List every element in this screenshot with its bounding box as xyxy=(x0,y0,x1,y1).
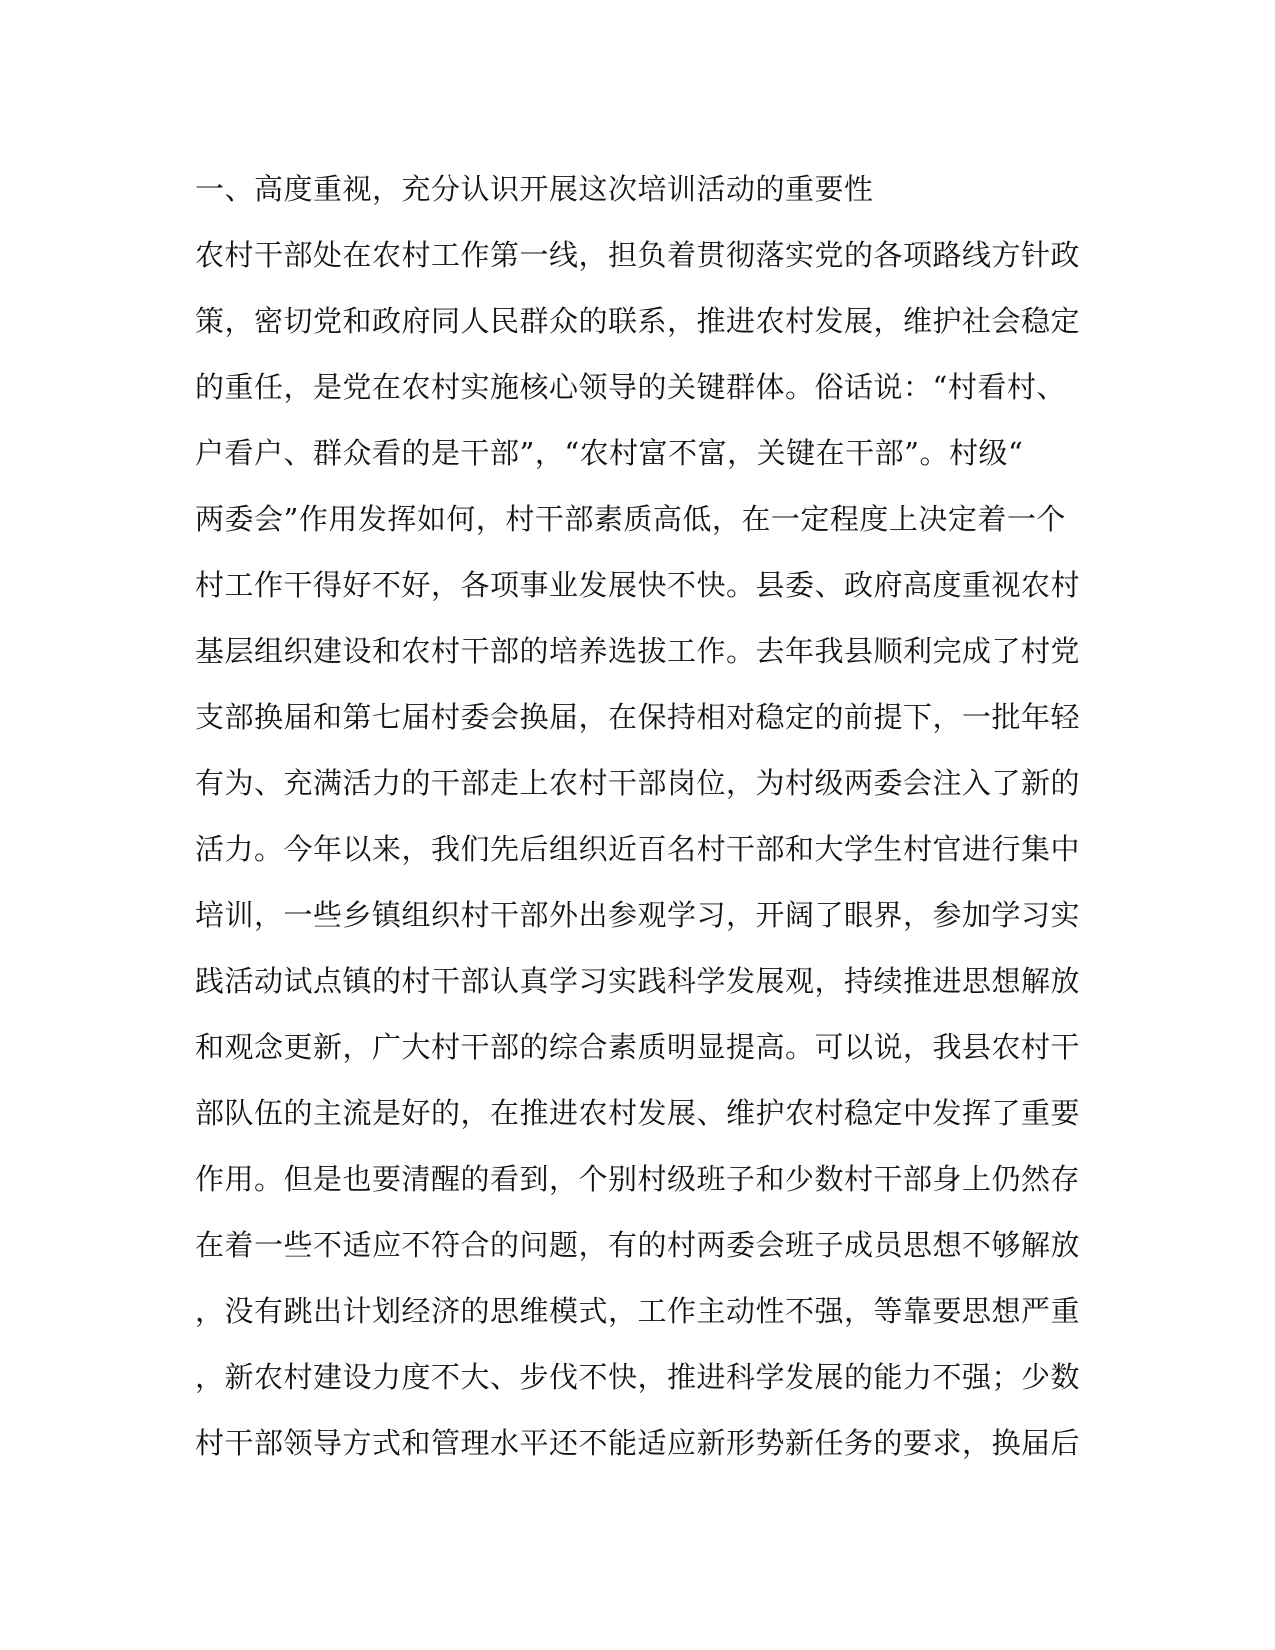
body-line: 的重任，是党在农村实施核心领导的关键群体。俗话说：“村看村、 xyxy=(195,370,1066,404)
body-line: 作用。但是也要清醒的看到，个别村级班子和少数村干部身上仍然存 xyxy=(195,1162,1081,1196)
body-line: 村工作干得好不好，各项事业发展快不快。县委、政府高度重视农村 xyxy=(195,568,1081,602)
body-line: 策，密切党和政府同人民群众的联系，推进农村发展，维护社会稳定 xyxy=(195,304,1081,338)
body-line: 两委会”作用发挥如何，村干部素质高低，在一定程度上决定着一个 xyxy=(195,502,1066,536)
body-line: 村干部领导方式和管理水平还不能适应新形势新任务的要求，换届后 xyxy=(195,1426,1081,1460)
document-text xyxy=(195,156,1081,1476)
body-line: 户看户、群众看的是干部”，“农村富不富，关键在干部”。村级“ xyxy=(195,436,1024,470)
section-heading: 一、高度重视，充分认识开展这次培训活动的重要性 xyxy=(195,172,874,206)
body-line: 有为、充满活力的干部走上农村干部岗位，为村级两委会注入了新的 xyxy=(195,766,1081,800)
body-line: 和观念更新，广大村干部的综合素质明显提高。可以说，我县农村干 xyxy=(195,1030,1081,1064)
body-line: 培训，一些乡镇组织村干部外出参观学习，开阔了眼界，参加学习实 xyxy=(195,898,1081,932)
body-line: 农村干部处在农村工作第一线，担负着贯彻落实党的各项路线方针政 xyxy=(195,238,1081,272)
body-line: ，新农村建设力度不大、步伐不快，推进科学发展的能力不强；少数 xyxy=(195,1360,1081,1394)
body-line: 践活动试点镇的村干部认真学习实践科学发展观，持续推进思想解放 xyxy=(195,964,1081,998)
body-line: ，没有跳出计划经济的思维模式，工作主动性不强，等靠要思想严重 xyxy=(195,1294,1081,1328)
body-line: 支部换届和第七届村委会换届，在保持相对稳定的前提下，一批年轻 xyxy=(195,700,1081,734)
body-line: 基层组织建设和农村干部的培养选拔工作。去年我县顺利完成了村党 xyxy=(195,634,1081,668)
body-line: 在着一些不适应不符合的问题，有的村两委会班子成员思想不够解放 xyxy=(195,1228,1081,1262)
body-line: 部队伍的主流是好的，在推进农村发展、维护农村稳定中发挥了重要 xyxy=(195,1096,1081,1130)
body-line: 活力。今年以来，我们先后组织近百名村干部和大学生村官进行集中 xyxy=(195,832,1081,866)
